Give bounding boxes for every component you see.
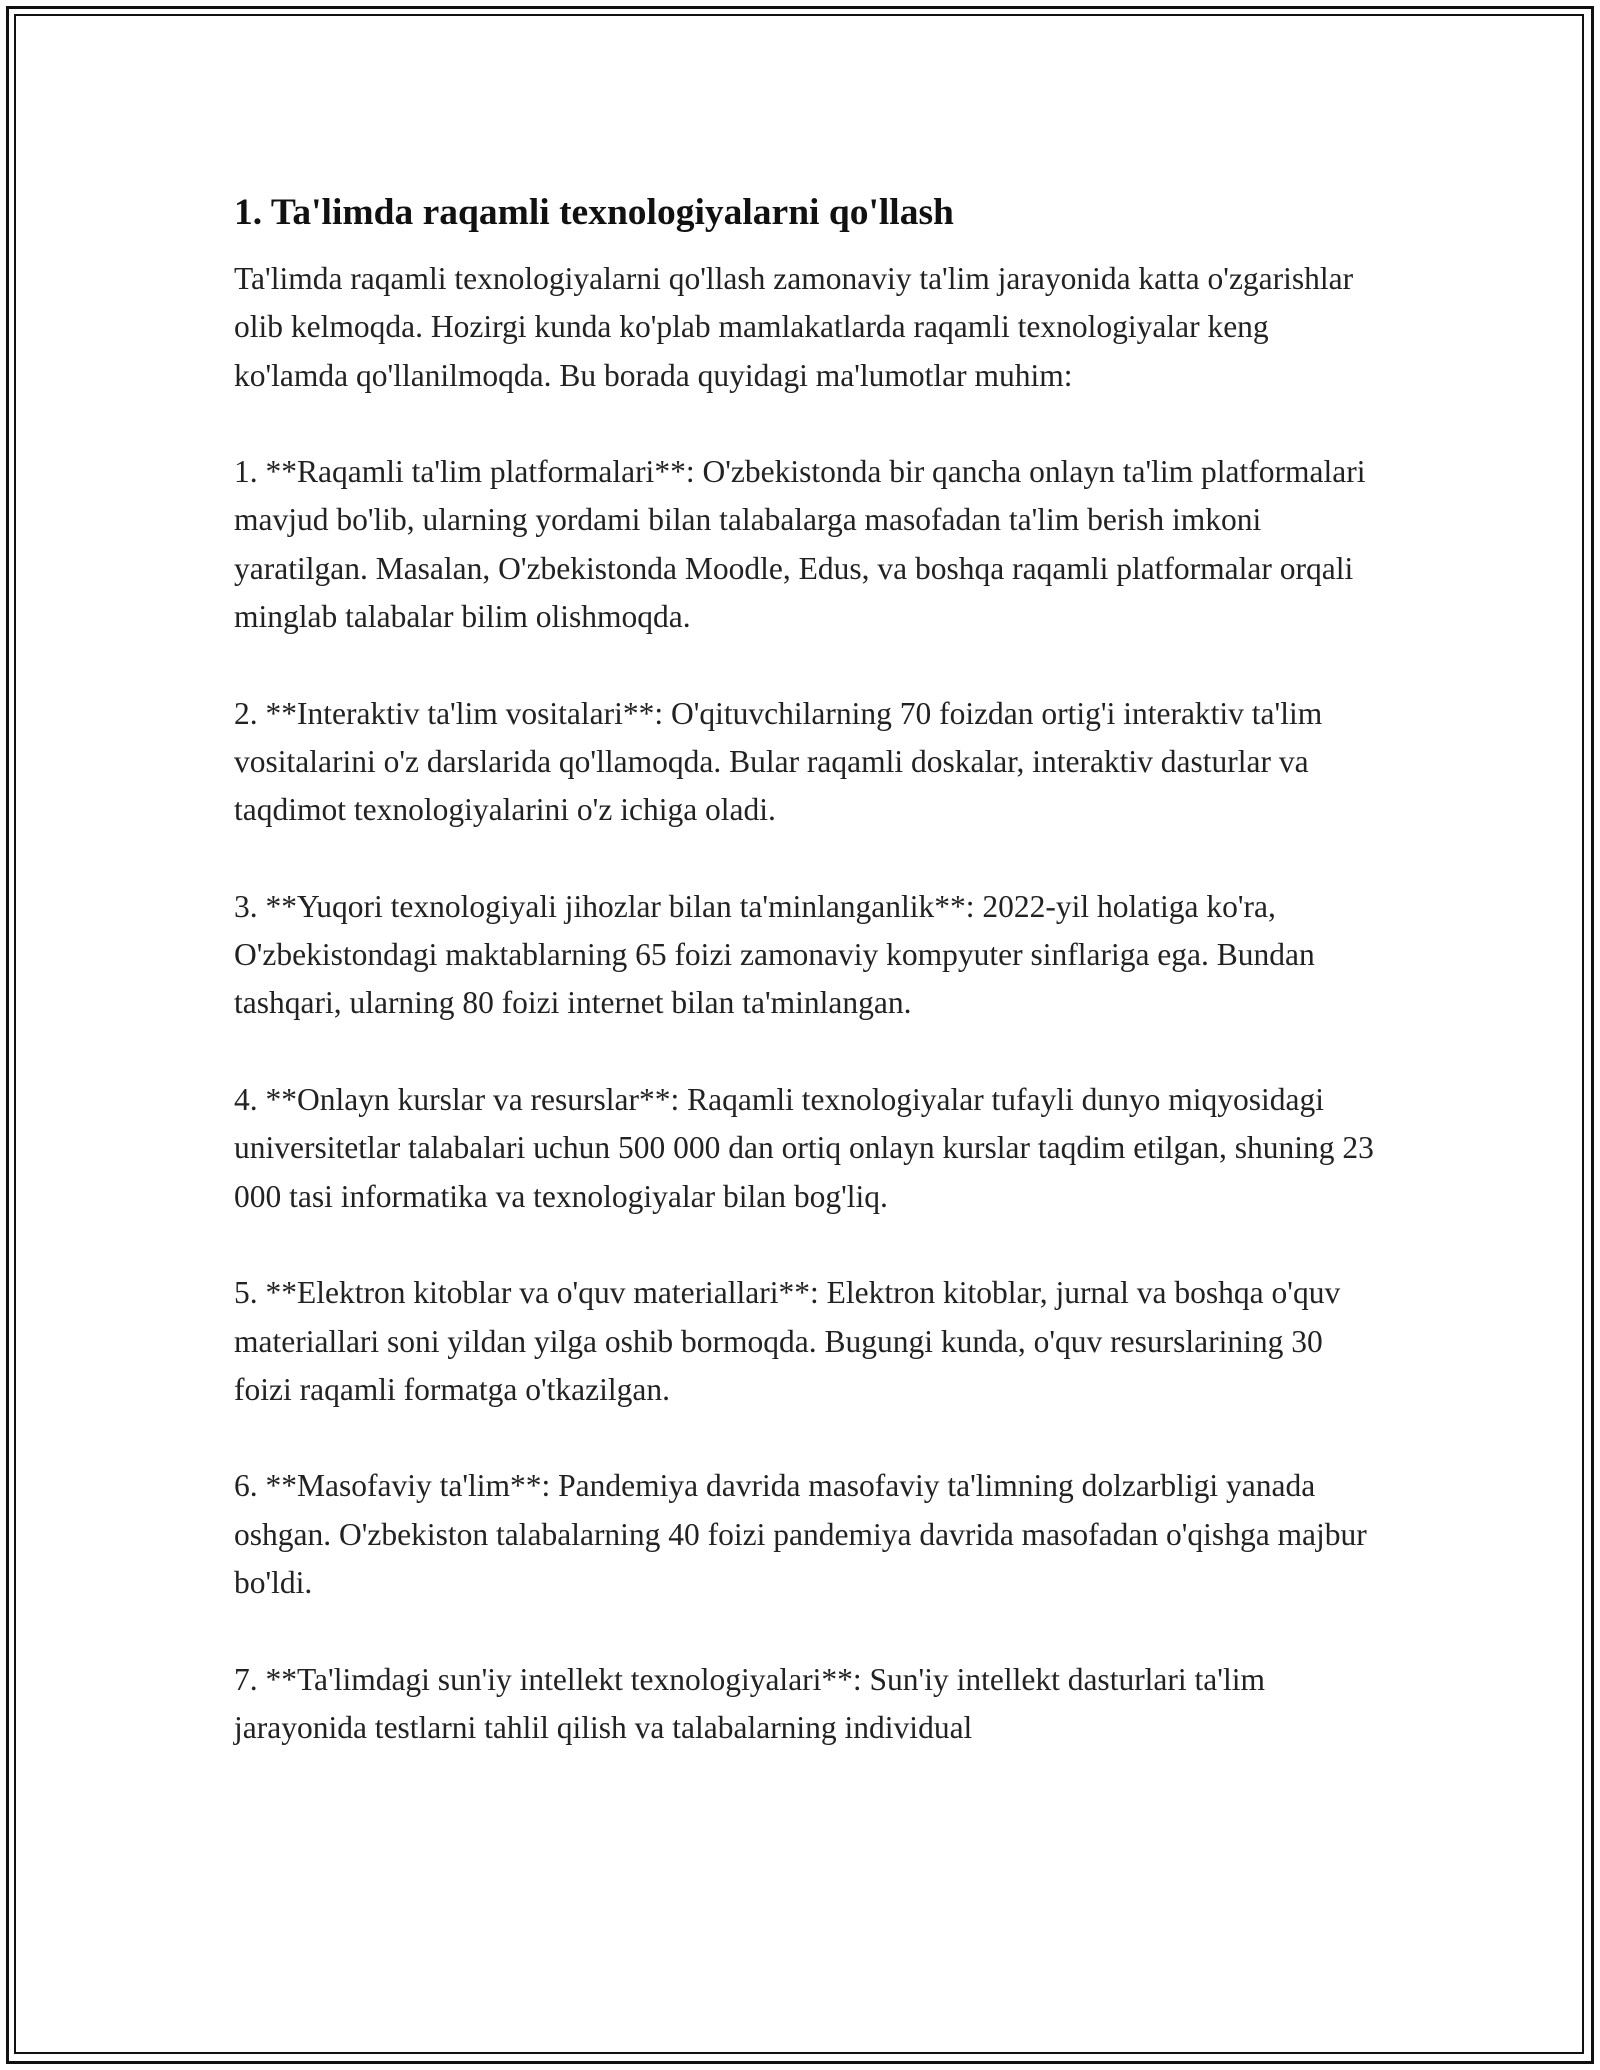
document-body <box>234 187 1384 1752</box>
list-item: 7. **Ta'limdagi sun'iy intellekt texnologiyalari**: Sun'iy intellekt dasturlari ta'lim jarayonida testlarni tahlil qilish va talabalarning individual <box>234 1661 1265 1745</box>
numbered-list <box>234 448 1384 1752</box>
intro-paragraph: Ta'limda raqamli texnologiyalarni qo'llash zamonaviy ta'lim jarayonida katta o'zgarishlar olib kelmoqda. Hozirgi kunda ko'plab mamlakatlarda raqamli texnologiyalar keng ko'lamda qo'llanilmoqda. Bu borada quyidagi ma'lumotlar muhim: <box>234 261 1354 393</box>
document-title: 1. Ta'limda raqamli texnologiyalarni qo'llash <box>234 192 954 233</box>
list-item: 5. **Elektron kitoblar va o'quv materiallari**: Elektron kitoblar, jurnal va boshqa o'quv materiallari soni yildan yilga oshib bormoqda. Bugungi kunda, o'quv resurslarining 30 foizi raqamli formatga o'tkazilgan. <box>234 1275 1341 1407</box>
list-item: 1. **Raqamli ta'lim platformalari**: O'zbekistonda bir qancha onlayn ta'lim platformalari mavjud bo'lib, ularning yordami bilan talabalarga masofadan ta'lim berish imkoni yaratilgan. Masalan, O'zbekistonda Moodle, Edus, va boshqa raqamli platformalar orqali minglab talabalar bilim olishmoqda. <box>234 454 1366 635</box>
list-item: 3. **Yuqori texnologiyali jihozlar bilan ta'minlanganlik**: 2022-yil holatiga ko'ra, O'zbekistondagi maktablarning 65 foizi zamonaviy kompyuter sinflariga ega. Bundan tashqari, ularning 80 foizi internet bilan ta'minlangan. <box>234 888 1315 1021</box>
list-item: 6. **Masofaviy ta'lim**: Pandemiya davrida masofaviy ta'limning dolzarbligi yanada oshgan. O'zbekiston talabalarning 40 foizi pandemiya davrida masofadan o'qishga majbur bo'ldi. <box>234 1468 1367 1601</box>
list-item: 4. **Onlayn kurslar va resurslar**: Raqamli texnologiyalar tufayli dunyo miqyosidagi universitetlar talabalari uchun 500 000 dan ortiq onlayn kurslar taqdim etilgan, shuning 23 000 tasi informatika va texnologiyalar bilan bog'liq. <box>234 1082 1374 1214</box>
list-item: 2. **Interaktiv ta'lim vositalari**: O'qituvchilarning 70 foizdan ortig'i interaktiv ta'lim vositalarini o'z darslarida qo'llamoqda. Bular raqamli doskalar, interaktiv dasturlar va taqdimot texnologiyalarini o'z ichiga oladi. <box>234 695 1323 828</box>
